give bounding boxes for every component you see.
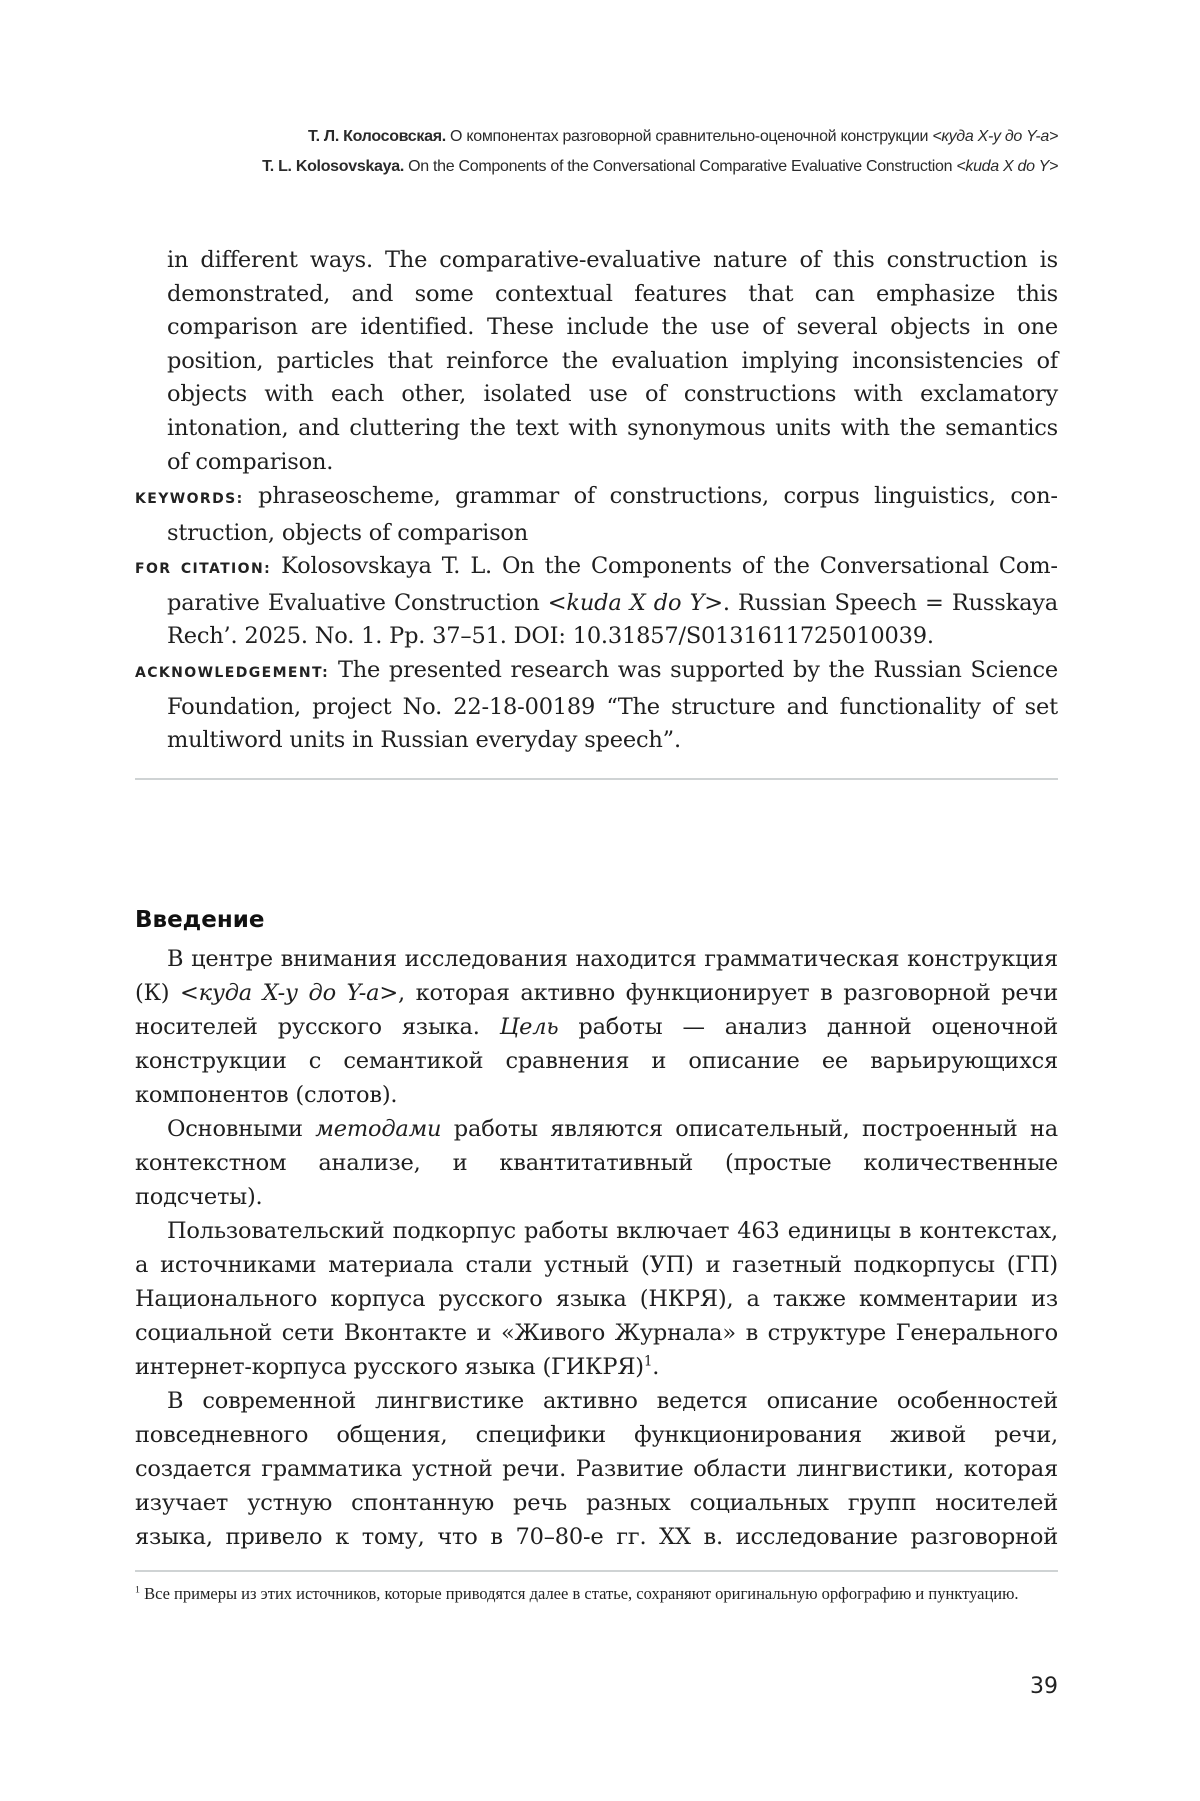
footnote-text: Все примеры из этих источников, которые приводятся далее в статье, сохраняют оригинальную орфографию и пунктуацию. bbox=[139, 1584, 1019, 1603]
citation-text bbox=[167, 553, 1058, 649]
keywords-label: KEYWORDS: bbox=[135, 491, 244, 507]
body-paragraph bbox=[135, 942, 1058, 1112]
footnote-reference: 1 bbox=[643, 1353, 653, 1370]
text-run: Пользовательский подкорпус работы включает 463 единицы в контекстах, а источниками материала стали устный (УП) и газетный подкорпусы (ГП) Национального корпуса русского языка (НКРЯ), а также комментарии из социальной сети Вконтакте и «Живого Журнала» в структуре Генерального интернет-корпуса русского языка (ГИКРЯ) bbox=[135, 1218, 1058, 1380]
citation-entry bbox=[135, 550, 1058, 654]
section-heading: Введение bbox=[135, 907, 265, 933]
bold-text: Т. Л. Колосовская. bbox=[307, 128, 446, 145]
text-run: in different ways. The comparative-evaluative nature of this construction is demonstrated, and some contextual features that can emphasize this comparison are identified. These include the use of several objects in one position, particles that reinforce the evaluation implying inconsistencies of objects with each other, isolated use of constructions with exclamatory intonation, and cluttering the text with synonymous units with the semantics of comparison. bbox=[167, 247, 1058, 475]
text-run: В центре внимания исследования находится грамматическая конструкция (К) < bbox=[135, 946, 1058, 1006]
abstract-divider bbox=[135, 778, 1058, 780]
keywords-text bbox=[167, 483, 1058, 546]
running-head-english bbox=[262, 158, 1058, 176]
page-number: 39 bbox=[1030, 1674, 1058, 1699]
citation-label: FOR CITATION: bbox=[135, 561, 272, 578]
running-head-russian bbox=[308, 128, 1058, 146]
italic-text: Цель bbox=[499, 1014, 559, 1040]
italic-text: куда X-у до Y-а bbox=[198, 980, 380, 1006]
body-paragraph bbox=[135, 1384, 1058, 1554]
footnote bbox=[135, 1580, 1058, 1608]
italic-text: kuda X do Y bbox=[566, 589, 705, 616]
text-run: работы являются описательный, построенный на контекстном анализе, и квантитативный (простые количественные подсчеты). bbox=[135, 1116, 1058, 1210]
text-run: >. Russian Speech = Russkaya Rech’. 2025. No. 1. Pp. 37–51. DOI: 10.31857/S0131611725010039. bbox=[167, 589, 1059, 650]
text-run: phraseoscheme, grammar of constructions, corpus linguistics, construction, objects of comparison bbox=[167, 483, 1058, 546]
text-run: On the Components of the Conversational Comparative Evaluative Construction bbox=[404, 158, 957, 175]
footnote-divider bbox=[135, 1570, 1058, 1572]
bold-text: T. L. Kolosovskaya. bbox=[262, 158, 404, 175]
article-metadata bbox=[135, 480, 1058, 758]
text-run: О компонентах разговорной сравнительно-оценочной конструкции bbox=[445, 128, 933, 145]
acknowledgement-label: ACKNOWLEDGEMENT: bbox=[135, 664, 330, 681]
italic-text: <куда X-у до Y-а> bbox=[932, 128, 1058, 145]
acknowledgement-entry bbox=[135, 654, 1058, 758]
text-run: The presented research was supported by the Russian Science Foundation, project No. 22-18-00189 “The structure and functionality of set multiword units in Russian everyday speech”. bbox=[167, 656, 1058, 754]
text-run: Основными bbox=[167, 1116, 316, 1142]
italic-text: <kuda X do Y> bbox=[956, 158, 1058, 175]
italic-text: методами bbox=[315, 1116, 442, 1142]
keywords-entry bbox=[135, 480, 1058, 550]
text-run: В современной лингвистике активно ведется описание особенностей повседневного общения, специфики функционирования живой речи, создается грамматика устной речи. Развитие области лингвистики, которая изучает устную спонтанную речь разных социальных групп носителей языка, привело к тому, что в 70–80-е гг. XX в. исследование разговорной bbox=[135, 1388, 1058, 1550]
body-paragraph bbox=[135, 1112, 1058, 1214]
text-run: >, которая активно функционирует в разговорной речи носителей русского языка. bbox=[135, 980, 1058, 1040]
section-body bbox=[135, 942, 1058, 1554]
footnote-marker: 1 bbox=[135, 1584, 140, 1596]
text-run: . bbox=[652, 1354, 660, 1380]
body-paragraph bbox=[135, 1214, 1058, 1384]
text-run: Kolosovskaya T. L. On the Components of the Conversational Comparative Evaluative Construction < bbox=[167, 553, 1058, 616]
abstract-continuation bbox=[167, 244, 1058, 479]
text-run: работы — анализ данной оценочной конструкции с семантикой сравнения и описание ее варьирующихся компонентов (слотов). bbox=[135, 1014, 1058, 1108]
